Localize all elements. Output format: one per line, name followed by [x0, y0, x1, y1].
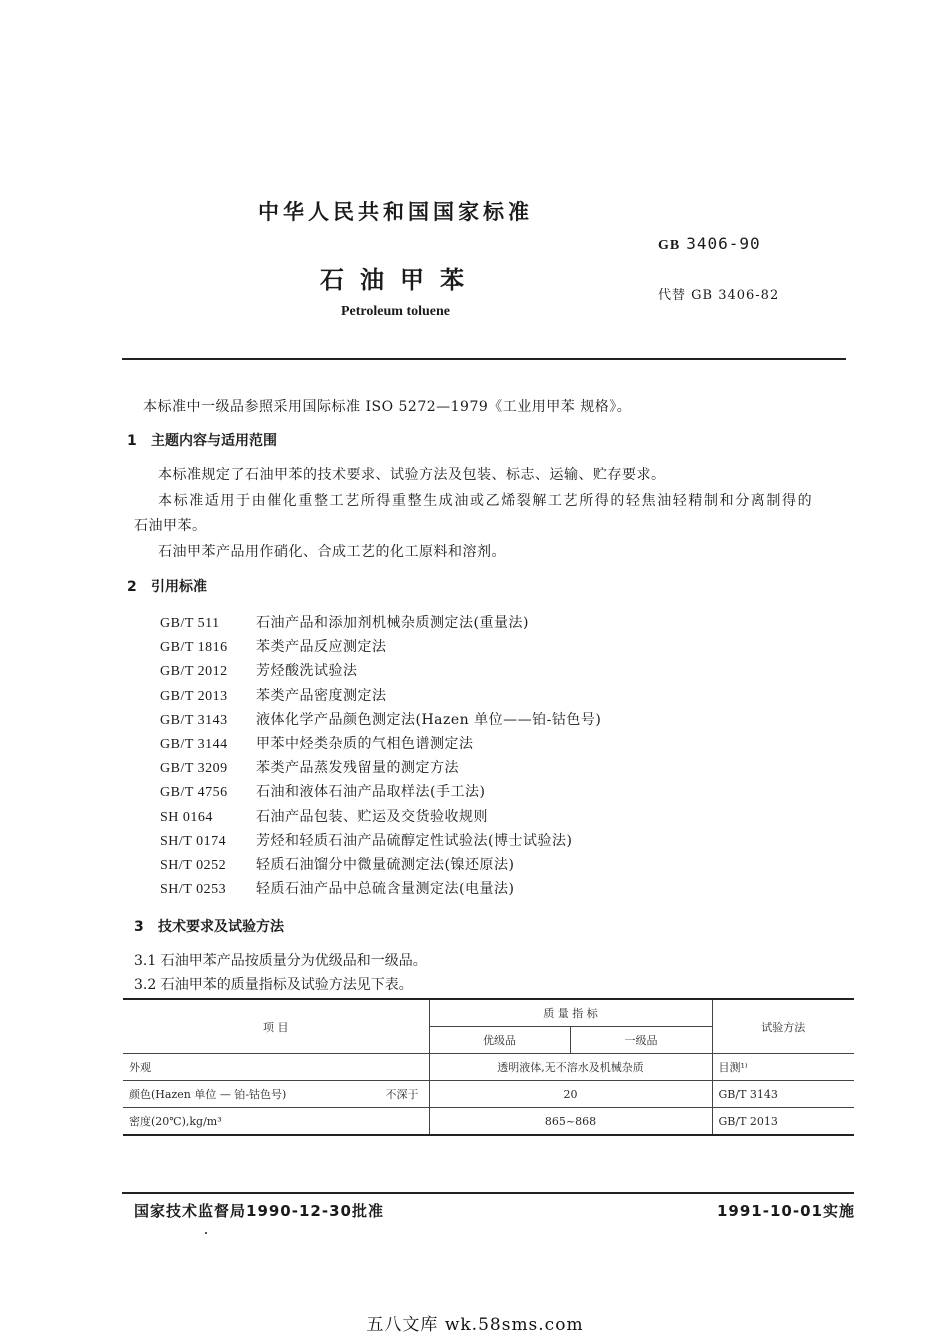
reference-item — [160, 709, 601, 729]
section-2-heading — [127, 576, 207, 596]
reference-code: SH/T 0253 — [160, 882, 227, 898]
reference-title: 苯类产品蒸发残留量的测定方法 — [256, 760, 459, 777]
row-method: GB/T 2013 — [712, 1108, 854, 1136]
row-value: 透明液体,无不溶水及机械杂质 — [429, 1054, 712, 1081]
reference-title: 石油产品包装、贮运及交货验收规则 — [256, 808, 488, 825]
section-1-paragraph-3: 石油甲苯产品用作硝化、合成工艺的化工原料和溶剂。 — [158, 544, 506, 560]
header-quality: 质 量 指 标 — [429, 999, 712, 1027]
clause-3-1: 3.1 石油甲苯产品按质量分为优级品和一级品。 — [134, 953, 427, 969]
reference-item — [160, 660, 358, 680]
row-value: 20 — [429, 1081, 712, 1108]
country-standard-heading: 中华人民共和国国家标准 — [258, 200, 533, 224]
row-item: 颜色(Hazen 单位 — 铂-钴色号) 不深于 — [123, 1081, 429, 1108]
row-method: GB/T 3143 — [712, 1081, 854, 1108]
replaces-standard: 代替 GB 3406-82 — [658, 288, 780, 303]
footer-divider — [122, 1192, 854, 1194]
reference-code: GB/T 3143 — [160, 712, 228, 728]
header-premium: 优级品 — [429, 1027, 570, 1054]
reference-item — [160, 830, 572, 850]
reference-code: GB/T 4756 — [160, 785, 228, 801]
reference-item — [160, 685, 387, 705]
clause-3-2: 3.2 石油甲苯的质量指标及试验方法见下表。 — [134, 977, 413, 993]
scan-speck — [205, 1232, 207, 1234]
approval-line: 国家技术监督局1990-12-30批准 — [134, 1202, 384, 1220]
section-3-title: 技术要求及试验方法 — [158, 919, 284, 935]
document-title-en: Petroleum toluene — [341, 304, 450, 319]
document-title-cn: 石油甲苯 — [320, 266, 480, 294]
reference-code: SH/T 0174 — [160, 833, 227, 849]
section-1-paragraph-2a: 本标准适用于由催化重整工艺所得重整生成油或乙烯裂解工艺所得的轻焦油轻精制和分离制得的 — [158, 493, 814, 509]
standard-code-prefix: GB — [658, 238, 681, 253]
table-row — [123, 1054, 854, 1081]
reference-title: 轻质石油产品中总硫含量测定法(电量法) — [256, 881, 515, 898]
section-2-number: 2 — [127, 579, 137, 595]
quality-spec-table — [123, 998, 854, 1136]
reference-item — [160, 733, 474, 753]
reference-code: GB/T 3144 — [160, 737, 228, 752]
row-method: 目测¹⁾ — [712, 1054, 854, 1081]
reference-title: 芳烃酸洗试验法 — [256, 663, 358, 680]
header-item: 项 目 — [123, 999, 429, 1054]
reference-item — [160, 636, 387, 656]
reference-code: GB/T 3209 — [160, 761, 228, 777]
header-divider — [122, 358, 846, 360]
standard-code-number: 3406-90 — [686, 234, 761, 253]
implementation-date: 1991-10-01实施 — [717, 1202, 855, 1220]
row-item: 外观 — [123, 1054, 429, 1081]
reference-title: 芳烃和轻质石油产品硫醇定性试验法(博士试验法) — [256, 832, 573, 849]
site-watermark: 五八文库 wk.58sms.com — [366, 1315, 584, 1335]
reference-title: 液体化学产品颜色测定法(Hazen 单位——铂-钴色号) — [256, 711, 602, 728]
reference-code: GB/T 2012 — [160, 664, 228, 680]
section-3-heading — [134, 916, 284, 936]
standard-code — [658, 234, 761, 254]
reference-title: 石油和液体石油产品取样法(手工法) — [256, 784, 486, 801]
reference-code: GB/T 2013 — [160, 688, 228, 704]
row-value: 865~868 — [429, 1108, 712, 1136]
section-1-paragraph-2b: 石油甲苯。 — [134, 518, 207, 534]
reference-title: 轻质石油馏分中微量硫测定法(镍还原法) — [256, 857, 515, 873]
header-first-grade: 一级品 — [570, 1027, 712, 1054]
reference-code: GB/T 511 — [160, 616, 220, 631]
section-1-heading — [127, 430, 277, 450]
reference-code: GB/T 1816 — [160, 640, 228, 656]
reference-item — [160, 806, 488, 826]
section-2-title: 引用标准 — [151, 579, 207, 595]
section-1-title: 主题内容与适用范围 — [151, 433, 277, 449]
section-1-number: 1 — [127, 433, 137, 449]
reference-item — [160, 878, 514, 898]
table-row — [123, 1081, 854, 1108]
row-item: 密度(20℃),kg/m³ — [123, 1108, 429, 1136]
reference-item — [160, 781, 485, 801]
reference-code: SH 0164 — [160, 809, 213, 825]
intro-note: 本标准中一级品参照采用国际标准 ISO 5272—1979《工业用甲苯 规格》。 — [143, 399, 632, 415]
reference-item — [160, 612, 529, 632]
row-limit: 不深于 — [385, 1088, 419, 1101]
table-row — [123, 1108, 854, 1136]
reference-item — [160, 854, 514, 874]
reference-item — [160, 757, 459, 777]
reference-title: 苯类产品反应测定法 — [256, 639, 387, 656]
reference-title: 甲苯中烃类杂质的气相色谱测定法 — [256, 736, 474, 752]
reference-title: 石油产品和添加剂机械杂质测定法(重量法) — [256, 615, 529, 631]
section-3-number: 3 — [134, 919, 144, 935]
header-method: 试验方法 — [712, 999, 854, 1054]
reference-code: SH/T 0252 — [160, 858, 227, 873]
section-1-paragraph-1: 本标准规定了石油甲苯的技术要求、试验方法及包装、标志、运输、贮存要求。 — [158, 467, 666, 483]
reference-title: 苯类产品密度测定法 — [256, 687, 387, 704]
